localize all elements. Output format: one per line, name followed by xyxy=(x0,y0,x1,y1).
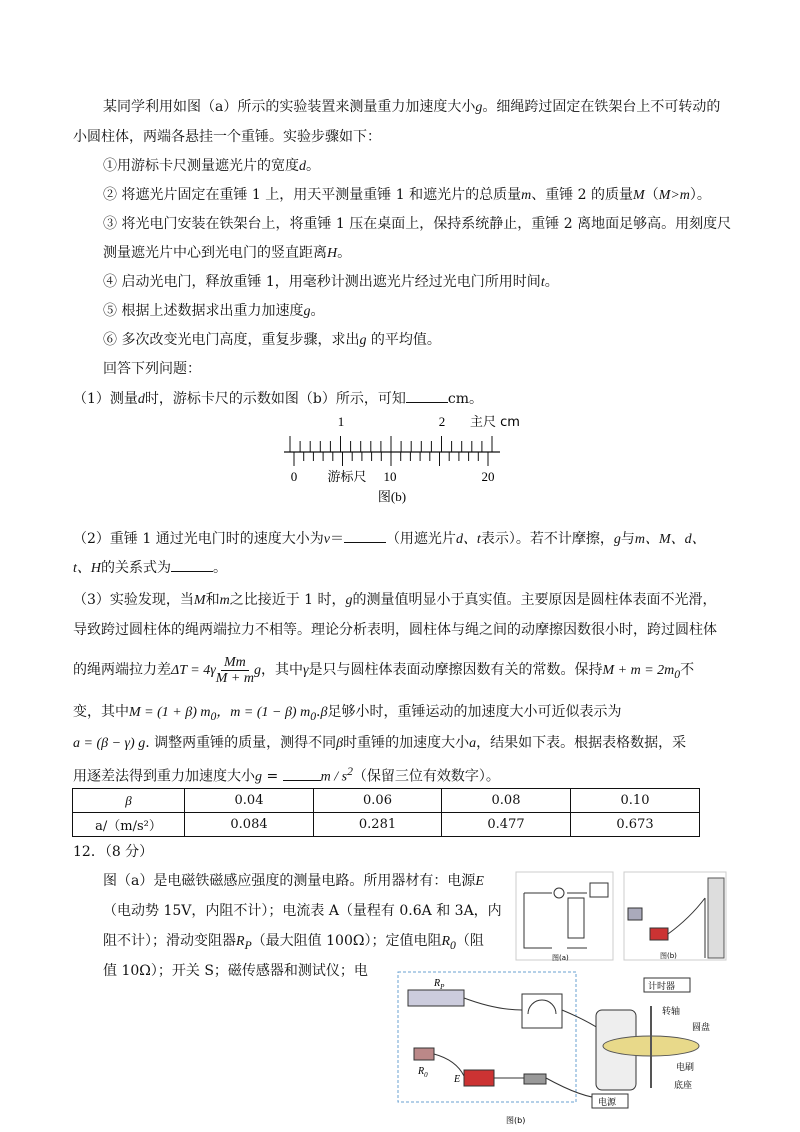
figure-b-caption: 图(b) xyxy=(377,489,407,504)
answer-blank[interactable] xyxy=(406,388,448,403)
vernier-scale xyxy=(294,452,488,466)
answer-blank[interactable] xyxy=(344,528,386,543)
table-cell: β xyxy=(73,789,185,813)
magnet-icon xyxy=(708,878,724,958)
rheostat-icon xyxy=(408,990,464,1006)
main-label-1: 1 xyxy=(337,414,345,429)
question-3-line-5: a = (β − γ) g. 调整两重锤的质量，测得不同β时重锤的加速度大小a，结果如下表。根据表格数据，采 xyxy=(73,735,687,751)
question-1: （1）测量d时，游标卡尺的示数如图（b）所示，可知 cm。 xyxy=(73,388,483,410)
table-cell: 0.281 xyxy=(314,813,442,837)
label-e: E xyxy=(454,1074,461,1085)
answer-blank[interactable] xyxy=(283,766,321,781)
question-3-line-4: 变，其中M = (1 + β) $m_0$，m = (1 − β) $m_0.\beta$足够小时，重锤运动的加速度大小可近似表示为 xyxy=(73,704,622,723)
formula-delta-t: ΔT = 4γ xyxy=(171,663,216,678)
vernier-caliper-figure xyxy=(270,410,540,506)
figure-a-circuit xyxy=(512,868,617,964)
table-cell: 0.04 xyxy=(185,789,314,813)
table-cell: 0.084 xyxy=(185,813,314,837)
label-disk: 圆盘 xyxy=(692,1023,711,1033)
step-3: ③ 将光电门安装在铁架台上，将重锤 1 压在桌面上，保持系统静止，重锤 2 离地面足够高。用刻度尺 xyxy=(103,216,732,232)
power-source-icon xyxy=(464,1070,494,1086)
answer-blank[interactable] xyxy=(171,557,213,572)
table-cell: 0.477 xyxy=(442,813,571,837)
figure-b-photo xyxy=(620,868,730,964)
table-cell: 0.08 xyxy=(442,789,571,813)
question-12-line-1: 图（a）是电磁铁磁感应强度的测量电路。所用器材有：电源E xyxy=(103,873,484,889)
meter-box-icon xyxy=(590,883,608,897)
switch-icon xyxy=(524,1074,546,1084)
question-12-line-3: 阻不计）；滑动变阻器$R_P$（最大阻值 100Ω）；定值电阻$R_0$（阻 xyxy=(103,933,484,952)
label-axis: 转轴 xyxy=(662,1007,681,1017)
question-2: （2）重锤 1 通过光电门时的速度大小为v＝ （用遮光片d、t表示）。若不计摩擦，g与m、M、d、 xyxy=(73,528,706,550)
vernier-label-0: 0 xyxy=(290,469,298,484)
question-12-line-2: （电动势 15V，内阻不计）；电流表 A（量程有 0.6A 和 3A，内 xyxy=(103,903,502,919)
table-row-beta xyxy=(73,789,700,813)
data-table xyxy=(72,788,700,837)
step-2: ② 将遮光片固定在重锤 1 上，用天平测量重锤 1 和遮光片的总质量m、重锤 2 的质量M（M>m）。 xyxy=(103,187,711,203)
battery-icon xyxy=(650,928,668,940)
table-row-a xyxy=(73,813,700,837)
label-brush: 电刷 xyxy=(676,1063,695,1073)
table-cell: 0.06 xyxy=(314,789,442,813)
step-4: ④ 启动光电门，释放重锤 1，用毫秒计测出遮光片经过光电门所用时间t。 xyxy=(103,274,559,290)
figure-a-caption: 图(a) xyxy=(552,954,569,962)
intro-line-2: 小圆柱体，两端各悬挂一个重锤。实验步骤如下： xyxy=(73,129,381,145)
formula-fraction: $\frac{Mm}{M + m}$ xyxy=(215,654,254,686)
main-scale xyxy=(290,436,492,452)
main-scale-unit: 主尺 cm xyxy=(470,415,520,430)
resistor-icon xyxy=(628,908,642,920)
table-cell: 0.673 xyxy=(571,813,700,837)
label-timer: 计时器 xyxy=(648,982,676,992)
vernier-label-20: 20 xyxy=(481,469,495,484)
vernier-name: 游标尺 xyxy=(327,470,367,485)
figure-b-large-caption: 图(b) xyxy=(506,1116,526,1125)
table-cell: a/（m/s²） xyxy=(73,813,185,837)
main-label-2: 2 xyxy=(438,414,446,429)
answer-prompt: 回答下列问题： xyxy=(103,361,201,377)
question-12-line-4: 值 10Ω）；开关 S；磁传感器和测试仪；电 xyxy=(103,963,368,979)
table-cell: 0.10 xyxy=(571,789,700,813)
question-2-cont: t、H的关系式为 。 xyxy=(73,557,227,579)
step-5: ⑤ 根据上述数据求出重力加速度g。 xyxy=(103,303,325,319)
question-3-line-2: 导致跨过圆柱体的绳两端拉力不相等。理论分析表明，圆柱体与绳之间的动摩擦因数很小时，跨过圆柱体 xyxy=(73,622,717,638)
question-3-line-3: 的绳两端拉力差ΔT = 4γ $\frac{Mm}{M + m}$ g，其中γ是只与圆柱体表面动摩擦因数有关的常数。保持$M + m = 2m_0$不 xyxy=(73,654,695,686)
label-base: 底座 xyxy=(674,1081,693,1091)
step-3-cont: 测量遮光片中心到光电门的竖直距离H。 xyxy=(103,245,352,261)
figure-b-small-caption: 图(b) xyxy=(660,952,677,960)
question-12-title: 12．（8 分） xyxy=(73,844,154,860)
label-r0: $R_0$ xyxy=(418,1066,428,1079)
label-rp: $R_P$ xyxy=(434,978,445,991)
r0-resistor-icon xyxy=(414,1048,434,1060)
label-source: 电源 xyxy=(598,1098,617,1108)
step-6: ⑥ 多次改变光电门高度，重复步骤，求出g 的平均值。 xyxy=(103,332,441,348)
vernier-label-10: 10 xyxy=(383,469,397,484)
step-1: ①用游标卡尺测量遮光片的宽度d。 xyxy=(103,158,320,174)
intro-line-1: 某同学利用如图（a）所示的实验装置来测量重力加速度大小g。细绳跨过固定在铁架台上不可转动的 xyxy=(103,99,721,115)
question-3-line-1: （3）实验发现，当M和m之比接近于 1 时，g的测量值明显小于真实值。主要原因是圆柱体表面不光滑， xyxy=(73,592,717,608)
figure-b-apparatus xyxy=(396,970,730,1128)
question-3-line-6: 用逐差法得到重力加速度大小$g = m / s^2$（保留三位有效数字）。 xyxy=(73,765,500,785)
